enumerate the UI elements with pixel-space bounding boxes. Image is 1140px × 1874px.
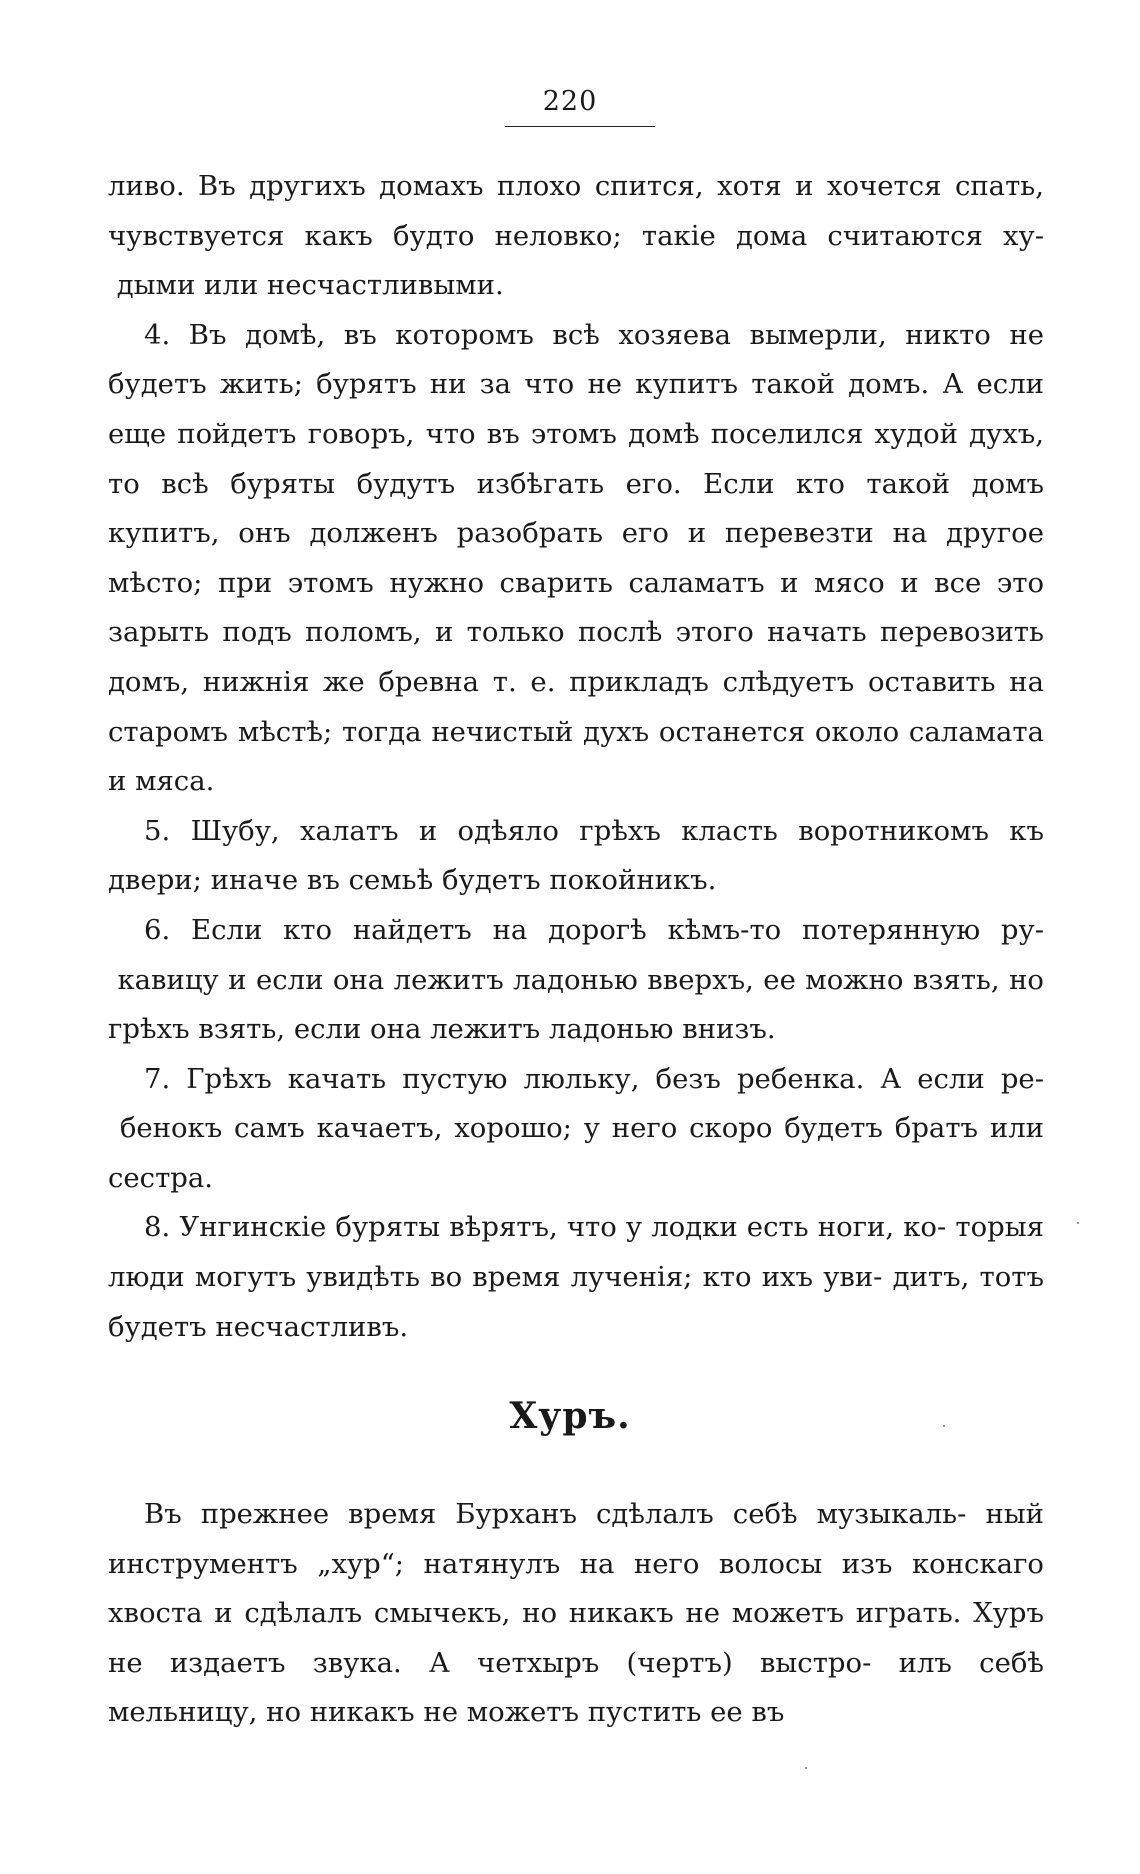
scan-speck bbox=[943, 1425, 945, 1427]
scan-speck bbox=[1077, 1222, 1079, 1224]
paragraph-continuation: ливо. Въ другихъ домахъ плохо спится, хотя и хочется спать, чувствуется какъ будто неловко; такіе дома считаются ху- дыми или несчастливыми. bbox=[108, 170, 1044, 302]
section-heading: Хуръ. bbox=[509, 1395, 631, 1437]
page-number: 220 bbox=[542, 86, 598, 117]
section-paragraph: Въ прежнее время Бурханъ сдѣлалъ себѣ музыкаль- ный инструментъ „хур“; натянулъ на него волосы изъ конскаго хвоста и сдѣлалъ смычекъ, но никакъ не можетъ играть. Хуръ не издаетъ звука. А четхыръ (чертъ) выстро- илъ себѣ мельницу, но никакъ не можетъ пустить ее въ bbox=[108, 1498, 1044, 1729]
paragraph-item-5: 5. Шубу, халатъ и одѣяло грѣхъ класть воротникомъ къ двери; иначе въ семьѣ будетъ покойникъ. bbox=[108, 814, 1044, 897]
paragraph-item-4: 4. Въ домѣ, въ которомъ всѣ хозяева вымерли, никто не будетъ жить; бурятъ ни за что не купитъ такой домъ. А если еще пойдетъ говоръ, что въ этомъ домѣ поселился худой духъ, то всѣ буряты будутъ избѣгать его. Если кто такой домъ купитъ, онъ долженъ разобрать его и перевезти на другое мѣсто; при этомъ нужно сварить саламатъ и мясо и все это зарыть подъ поломъ, и только послѣ этого начать перевозить домъ, нижнія же бревна т. е. прикладъ слѣдуетъ оставить на старомъ мѣстѣ; тогда нечистый духъ останется около саламата и мяса. bbox=[108, 318, 1044, 798]
paragraph-item-7: 7. Грѣхъ качать пустую люльку, безъ ребенка. А если ре- бенокъ самъ качаетъ, хорошо; у него скоро будетъ братъ или сестра. bbox=[108, 1062, 1044, 1194]
section-text bbox=[108, 1490, 1044, 1738]
paragraph-item-8: 8. Унгинскіе буряты вѣрятъ, что у лодки есть ноги, ко- торыя люди могутъ увидѣть во время лученія; кто ихъ уви- дитъ, тотъ будетъ несчастливъ. bbox=[108, 1211, 1044, 1343]
scan-speck bbox=[805, 1767, 807, 1769]
body-text bbox=[108, 162, 1044, 1352]
paragraph-item-6: 6. Если кто найдетъ на дорогѣ кѣмъ-то потерянную ру- кавицу и если она лежитъ ладонью вверхъ, ее можно взять, но грѣхъ взять, если она лежитъ ладонью внизъ. bbox=[108, 913, 1044, 1046]
page-number-rule bbox=[505, 126, 655, 127]
